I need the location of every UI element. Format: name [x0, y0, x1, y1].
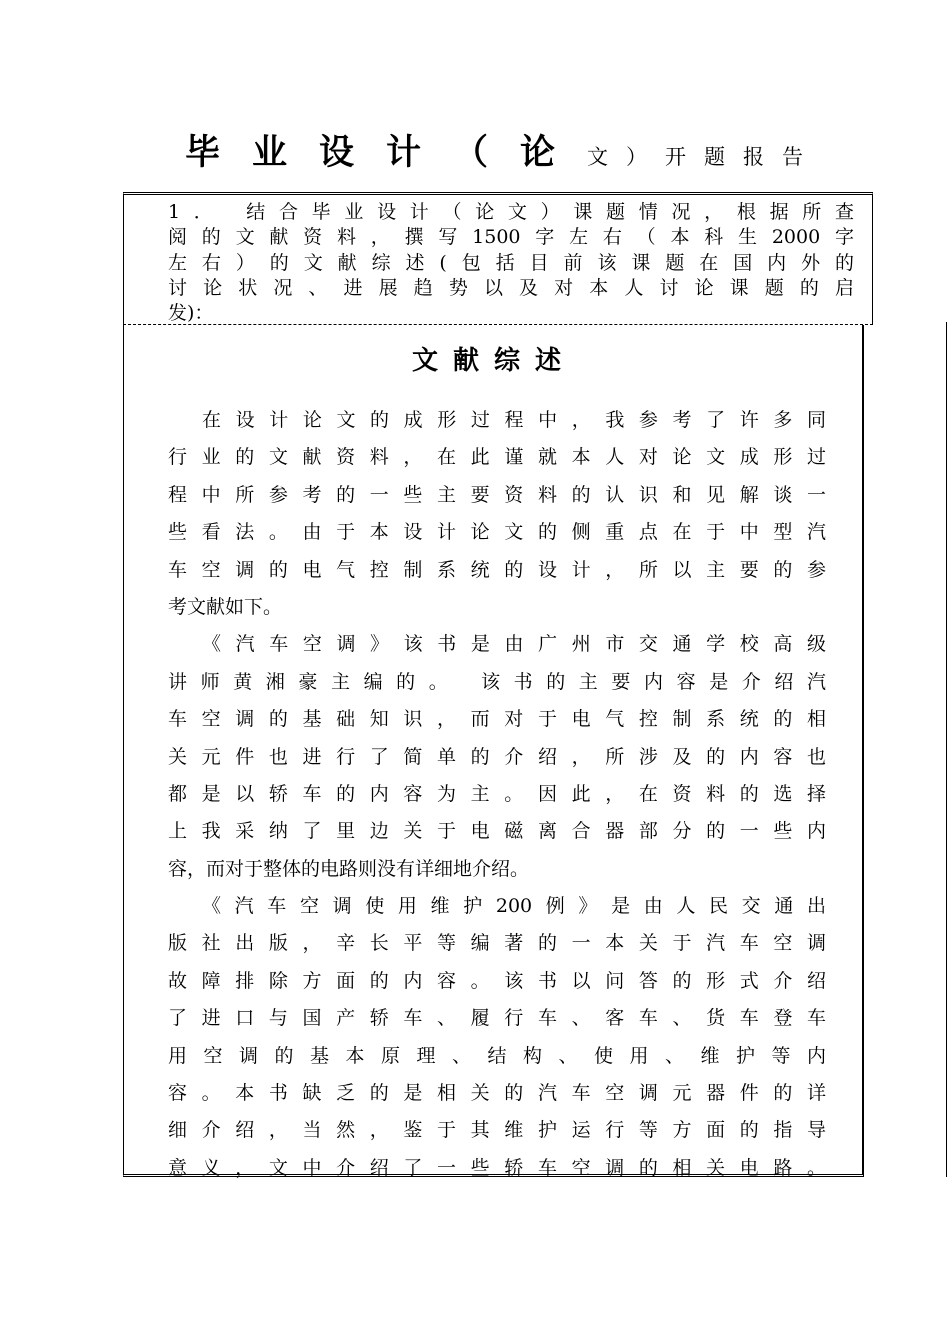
review-body — [168, 402, 826, 1187]
body-line: 讲师黄湘豪主编的。 该书的主要内容是介绍汽 — [168, 670, 826, 693]
body-line: 车空调的基础知识，而对于电气控制系统的相 — [168, 708, 826, 731]
report-title-main: 毕业设计（论 — [185, 133, 588, 173]
body-line: 关元件也进行了简单的介绍，所涉及的内容也 — [168, 745, 826, 768]
body-line: 考文献如下。 — [168, 595, 283, 618]
body-line: 《汽车空调使用维护200例》是由人民交通出 — [202, 895, 826, 918]
body-line: 些看法。由于本设计论文的侧重点在于中型汽 — [168, 521, 826, 544]
review-heading: 文献综述 — [411, 346, 576, 376]
body-line: 意义，文中介绍了一些轿车空调的相关电路。 — [168, 1156, 826, 1179]
margin-rule — [946, 322, 947, 1177]
instructions-text — [168, 200, 854, 326]
instructions-line: 发)： — [168, 302, 214, 325]
body-line: 版社出版，辛长平等编著的一本关于汽车空调 — [168, 932, 826, 955]
instructions-line: 讨论状况、进展趋势以及对本人讨论课题的启 — [168, 276, 854, 299]
body-line: 用空调的基本原理、结构、使用、维护等内 — [168, 1044, 826, 1067]
instructions-line: 阅的文献资料，撰写1500字左右（本科生2000字 — [168, 226, 854, 249]
body-line: 程中所参考的一些主要资料的认识和见解谈一 — [168, 483, 826, 506]
body-line: 在设计论文的成形过程中，我参考了许多同 — [202, 409, 826, 431]
report-title — [185, 128, 825, 178]
body-line: 容，而对于整体的电路则没有详细地介绍。 — [168, 857, 530, 880]
body-line: 《汽车空调》该书是由广州市交通学校高级 — [202, 633, 826, 656]
body-line: 了进口与国产轿车、履行车、客车、货车登车 — [168, 1007, 826, 1030]
body-line: 细介绍，当然，鉴于其维护运行等方面的指导 — [168, 1119, 826, 1142]
report-title-rest: 文）开题报告 — [587, 145, 822, 169]
body-line: 都是以轿车的内容为主。因此，在资料的选择 — [168, 782, 826, 805]
instructions-line: 左右）的文献综述(包括目前该课题在国内外的 — [168, 251, 854, 274]
body-line: 上我采纳了里边关于电磁离合器部分的一些内 — [168, 820, 826, 843]
body-line: 容。本书缺乏的是相关的汽车空调元器件的详 — [168, 1082, 826, 1105]
instructions-line: 1． 结合毕业设计（论文）课题情况，根据所查 — [168, 201, 854, 223]
body-line: 故障排除方面的内容。该书以问答的形式介绍 — [168, 969, 826, 992]
body-line: 车空调的电气控制系统的设计，所以主要的参 — [168, 558, 826, 581]
body-line: 行业的文献资料，在此谨就本人对论文成形过 — [168, 446, 826, 469]
